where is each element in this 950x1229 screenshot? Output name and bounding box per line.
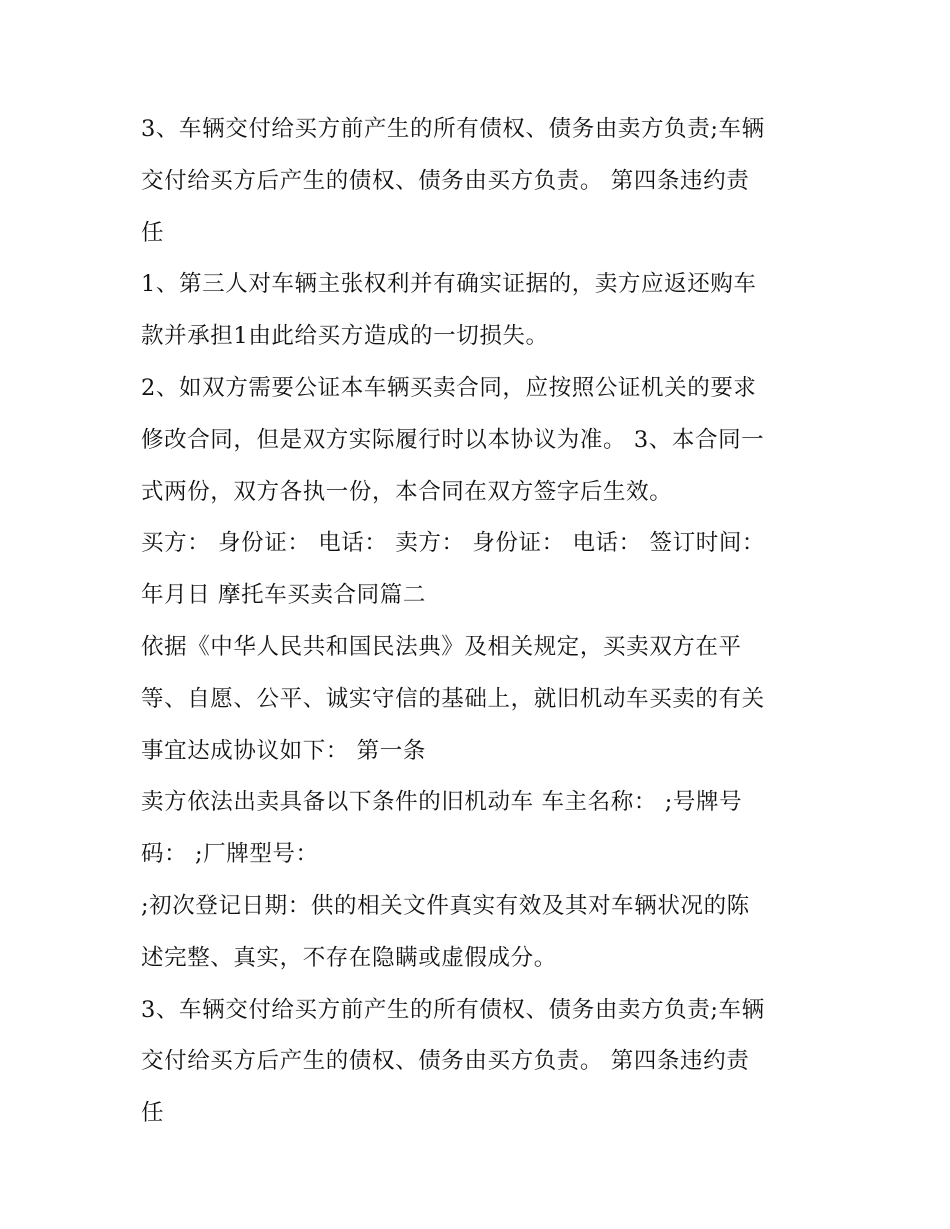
text-line: 1、第三人对车辆主张权利并有确实证据的，卖方应返还购车 (141, 271, 757, 298)
text-line: 卖方依法出卖具备以下条件的旧机动车 车主名称： ;号牌号 (141, 789, 743, 816)
text-line: 码： ;厂牌型号： (141, 841, 319, 868)
text-line: 式两份，双方各执一份，本合同在双方签字后生效。 (141, 478, 673, 505)
document-body (141, 104, 821, 1140)
text-line: 款并承担1由此给买方造成的一切损失。 (141, 323, 549, 350)
text-line: 2、如双方需要公证本车辆买卖合同，应按照公证机关的要求 (141, 374, 757, 401)
text-line: 事宜达成协议如下： 第一条 (141, 737, 426, 764)
text-line: 3、车辆交付给买方前产生的所有债权、债务由卖方负责;车辆 (141, 116, 765, 142)
text-line: 任 (141, 219, 165, 246)
text-line: 交付给买方后产生的债权、债务由买方负责。 第四条违约责 (141, 167, 750, 194)
text-line: 年月日 摩托车买卖合同篇二 (141, 582, 426, 609)
text-line: 买方： 身份证： 电话： 卖方： 身份证： 电话： 签订时间： (141, 530, 766, 557)
text-line: 任 (141, 1100, 165, 1127)
text-line: ;初次登记日期：供的相关文件真实有效及其对车辆状况的陈 (141, 892, 750, 919)
text-line: 述完整、真实，不存在隐瞒或虚假成分。 (141, 944, 557, 971)
text-line: 依据《中华人民共和国民法典》及相关规定，买卖双方在平 (141, 633, 742, 660)
text-line: 修改合同，但是双方实际履行时以本协议为准。 3、本合同一 (141, 426, 765, 453)
text-line: 3、车辆交付给买方前产生的所有债权、债务由卖方负责;车辆 (141, 996, 765, 1023)
text-line: 交付给买方后产生的债权、债务由买方负责。 第四条违约责 (141, 1048, 750, 1075)
text-line: 等、自愿、公平、诚实守信的基础上，就旧机动车买卖的有关 (141, 685, 765, 712)
